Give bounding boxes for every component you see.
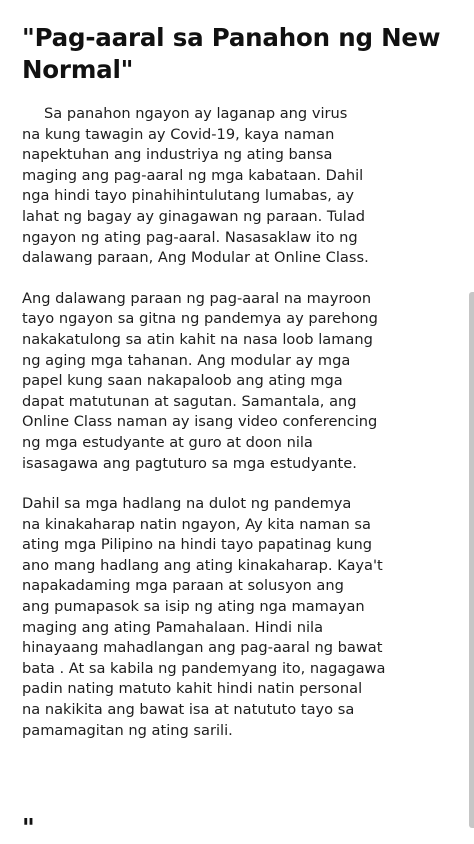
paragraph-line: na kinakaharap natin ngayon, Ay kita naman sa [22,515,371,533]
paragraph-line: padin nating matuto kahit hindi natin personal [22,680,363,698]
article-title [22,22,462,86]
paragraph-line: Ang dalawang paraan ng pag-aaral na mayroon [22,289,372,307]
article [22,22,462,741]
scrollbar[interactable] [469,292,474,828]
paragraph-line: ngayon ng ating pag-aaral. Nasasaklaw ito ng [22,228,358,246]
paragraph-line: bata . At sa kabila ng pandemyang ito, nagagawa [22,659,386,677]
paragraph-line: nakakatulong sa atin kahit na nasa loob lamang [22,330,373,348]
paragraph-line: tayo ngayon sa gitna ng pandemya ay parehong [22,310,378,328]
paragraph-line: hinayaang mahadlangan ang pag-aaral ng bawat [22,639,383,657]
paragraph-line: lahat ng bagay ay ginagawan ng paraan. Tulad [22,207,366,225]
paragraph-line: papel kung saan nakapaloob ang ating mga [22,372,343,390]
paragraph-line: isasagawa ang pagtuturo sa mga estudyante. [22,454,357,472]
paragraph-line: na nakikita ang bawat isa at natututo tayo sa [22,701,355,719]
paragraph-challenges [22,494,462,741]
paragraph-line: Online Class naman ay isang video conferencing [22,413,378,431]
paragraph-line: dapat matutunan at sagutan. Samantala, ang [22,392,357,410]
paragraph-line: ng mga estudyante at guro at doon nila [22,433,313,451]
paragraph-line: na kung tawagin ay Covid-19, kaya naman [22,125,335,143]
paragraph-line: Dahil sa mga hadlang na dulot ng pandemya [22,495,352,513]
paragraph-line-text: Sa panahon ngayon ay laganap ang virus [44,105,348,122]
paragraph-line: napektuhan ang industriya ng ating bansa [22,146,333,164]
title-line: "Pag-aaral sa Panahon ng New [22,23,441,52]
paragraph-line: ano mang hadlang ang ating kinakaharap. Kaya't [22,556,383,574]
paragraph-line: maging ang ating Pamahalaan. Hindi nila [22,618,324,636]
paragraph-line: pamamagitan ng ating sarili. [22,721,233,739]
next-heading-partial: " [22,813,35,842]
title-line: Normal" [22,55,134,84]
paragraph-line: napakadaming mga paraan at solusyon ang [22,577,344,595]
paragraph-line: dalawang paraan, Ang Modular at Online Class. [22,249,369,267]
paragraph-line: ng aging mga tahanan. Ang modular ay mga [22,351,351,369]
paragraph-line: ang pumapasok sa isip ng ating nga mamayan [22,598,365,616]
paragraph-learning-methods [22,289,462,474]
paragraph-line [22,104,462,125]
paragraph-line: nga hindi tayo pinahihintulutang lumabas, ay [22,187,355,205]
paragraph-line: ating mga Pilipino na hindi tayo papatinag kung [22,536,372,554]
paragraph-intro [22,104,462,269]
paragraph-line: maging ang pag-aaral ng mga kabataan. Dahil [22,166,364,184]
